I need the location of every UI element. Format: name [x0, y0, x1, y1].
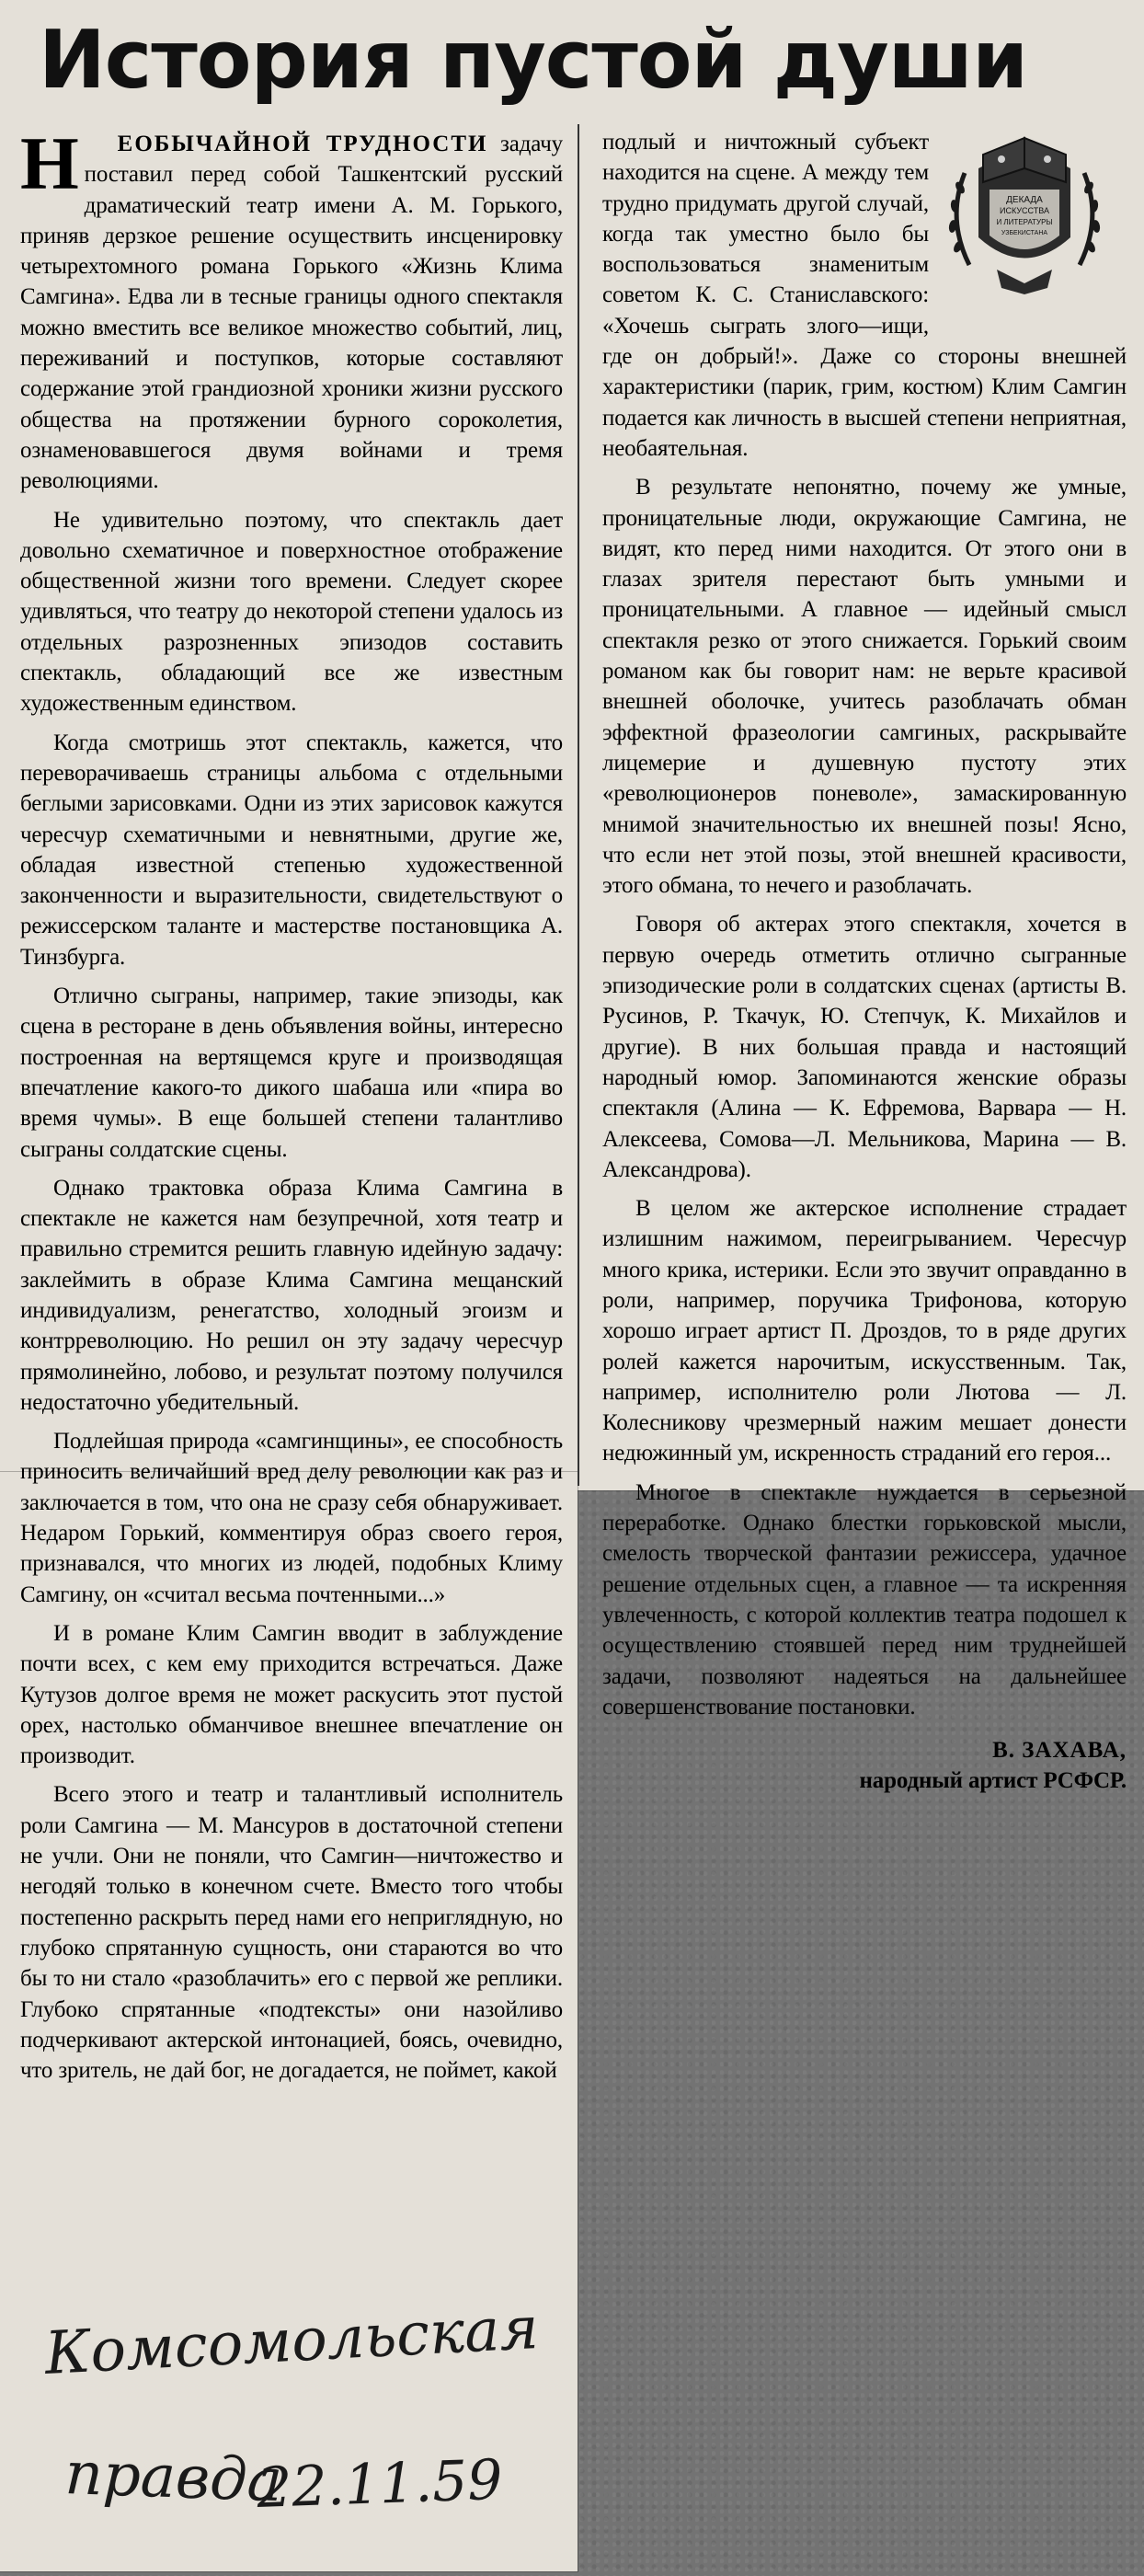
paragraph-8: Всего этого и театр и талантливый исполнитель роли Самгина — М. Мансуров в достаточной степени не учли. Они не поняли, что Самгин—ничтожество и негодяй только в конечном счете. Вместо того чтобы постепенно раскрыть перед нами его неприглядную, но глубоко спрятанную сущность, они стараются во что бы то ни стало «разоблачить» его с первой же реплики. Глубоко спрятанные «подтексты» они назойливо подчеркивают актерской интонацией, боясь, очевидно, что зритель, не дай бог, не догадается, не поймет, какой: [20, 1782, 563, 2084]
drop-cap: Н: [20, 121, 79, 205]
article-column-right: [602, 127, 1127, 1797]
emblem-text-line1: ДЕКАДА: [1006, 195, 1043, 205]
emblem-spacer: [929, 127, 1127, 320]
paragraph-2: Не удивительно поэтому, что спектакль дает довольно схематичное и поверхностное отображение общественной жизни того времени. Следует скорее удивляться, что театру до некоторой степени удалось из отдельных разрозненных эпизодов составить спектакль, обладающий все же известным художественным единством.: [20, 507, 563, 717]
emblem-text-line4: УЗБЕКИСТАНА: [1001, 230, 1048, 236]
paragraph-4: Отлично сыграны, например, такие эпизоды, как сцена в ресторане в день объявления войны, интересно построенная на вертящемся круге и производящая впечатление какого-то дикого шабаша или «пира во время чумы». В еще большей степени талантливо сыграны солдатские сцены.: [20, 983, 563, 1162]
paragraph-1: [20, 121, 563, 497]
author-name: В. ЗАХАВА,: [992, 1738, 1127, 1764]
article-title: История пустой души: [39, 13, 1028, 107]
handwritten-line1: Комсомольская: [42, 2294, 541, 2388]
column-divider: [578, 124, 579, 1486]
paragraph-6: Подлейшая природа «самгинщины», ее способность приносить величайший вред делу революции как раз и заключается в том, что она не сразу себя обнаруживает. Недаром Горький, комментируя образ своего героя, признавался, что многих из людей, подобных Климу Самгину, он «считал весьма почтенными...»: [20, 1429, 563, 1607]
emblem-text-line3: И ЛИТЕРАТУРЫ: [996, 218, 1053, 226]
lead-words: ЕОБЫЧАЙНОЙ ТРУДНОСТИ: [117, 132, 488, 156]
article-column-left: [20, 121, 563, 2086]
paragraph-11: Говоря об актерах этого спектакля, хочется в первую очередь отметить отлично сыгранные эпизодические роли в солдатских сценах (артисты В. Русинов, Р. Ткачук, Ю. Степчук, К. Михайлов и другие). В них большая правда и настоящий народный юмор. Запоминаются женские образы спектакля (Алина — К. Ефремова, Варвара — Н. Алексеева, Сомова—Л. Мельникова, Марина — В. Александрова).: [602, 912, 1127, 1182]
paragraph-12: В целом же актерское исполнение страдает излишним нажимом, переигрыванием. Чересчур много крика, истерики. Если это звучит оправданно в роли, например, поручика Трифонова, которую хорошо играет артист П. Дроздов, то в ряде других ролей кажется нарочитым, искусственным. Так, например, исполнителю роли Лютова — Л. Колесникову чрезмерный нажим мешает донести недюжинный ум, искренность страданий его героя...: [602, 1196, 1127, 1466]
author-title: народный артист РСФСР.: [859, 1768, 1127, 1794]
paragraph-13: Многое в спектакле нуждается в серьезной переработке. Однако блестки горьковской мысли, смелость творческой фантазии режиссера, удачное решение отдельных сцен, а главное — та искренняя увлеченность, с которой коллектив театра подошел к осуществлению стоявшей перед ним труднейшей задачи, позволяют надеяться на дальнейшее совершенствование постановки.: [602, 1479, 1127, 1719]
paragraph-5: Однако трактовка образа Клима Самгина в спектакле не кажется нам безупречной, хотя театр и правильно стремится решить главную идейную задачу: заклеймить в образе Клима Самгина мещанский индивидуализм, ренегатство, холодный эгоизм и контрреволюцию. Но решил он эту задачу чересчур прямолинейно, лобово, и результат поэтому получился недостаточно убедительный.: [20, 1175, 563, 1415]
paragraph-text: задачу поставил перед собой Ташкентский русский драматический театр имени А. М. Горького, приняв дерзкое решение осуществить инсценировку четырехтомного романа Горького «Жизнь Клима Самгина». Едва ли в тесные границы одного спектакля можно вместить все великое множество событий, лиц, переживаний и поступков, которые составляют содержание этой грандиозной хроники жизни русского общества на протяжении бурного сороколетия, ознаменовавшегося двумя войнами и тремя революциями.: [20, 132, 563, 494]
paragraph-3: Когда смотришь этот спектакль, кажется, что переворачиваешь страницы альбома с отдельными беглыми зарисовками. Одни из этих зарисовок кажутся чересчур схематичными и невнятными, другие же, обладая известной степенью художественной законченности и выразительности, свидетельствуют о режиссерском таланте и мастерстве постановщика А. Тинзбурга.: [20, 730, 563, 970]
paragraph-10: В результате непонятно, почему же умные, проницательные люди, окружающие Самгина, не видят, кто перед ними находится. От этого они в глазах зрителя перестают быть умными и проницательными. А главное — идейный смысл спектакля резко от этого снижается. Горький своим романом как бы говорит нам: не верьте красивой внешней оболочке, учитесь разоблачать обман эффектной фразеологии самгиных, раскрывайте лицемерие и душевную пустоту этих «революционеров поневоле», замаскированную мнимой значительностью их внешней позы! Ясно, что если нет этой позы, этой внешней красивости, этого обмана, то нечего и разоблачать.: [602, 475, 1127, 899]
handwritten-line2: правда: [63, 2440, 284, 2516]
handwritten-note: [28, 2291, 543, 2548]
emblem-text-line2: ИСКУССТВА: [1000, 206, 1049, 215]
paragraph-7: И в романе Клим Самгин вводит в заблуждение почти всех, с кем ему приходится встречаться. Даже Кутузов долгое время не может раскусить этот пустой орех, настолько обманчивое внешнее впечатление он производит.: [20, 1620, 563, 1769]
handwritten-date: 22.11.59: [256, 2447, 504, 2521]
paragraph-9: подлый и ничтожный субъект находится на сцене. А между тем трудно придумать другой случай, когда так уместно было бы воспользоваться знаменитым советом К. С. Станиславского: «Хочешь сыграть злого—ищи, где он добрый!». Даже со стороны внешней характеристики (парик, грим, костюм) Клим Самгин подается как личность в высшей степени неприятная, необаятельная.: [602, 130, 1127, 461]
